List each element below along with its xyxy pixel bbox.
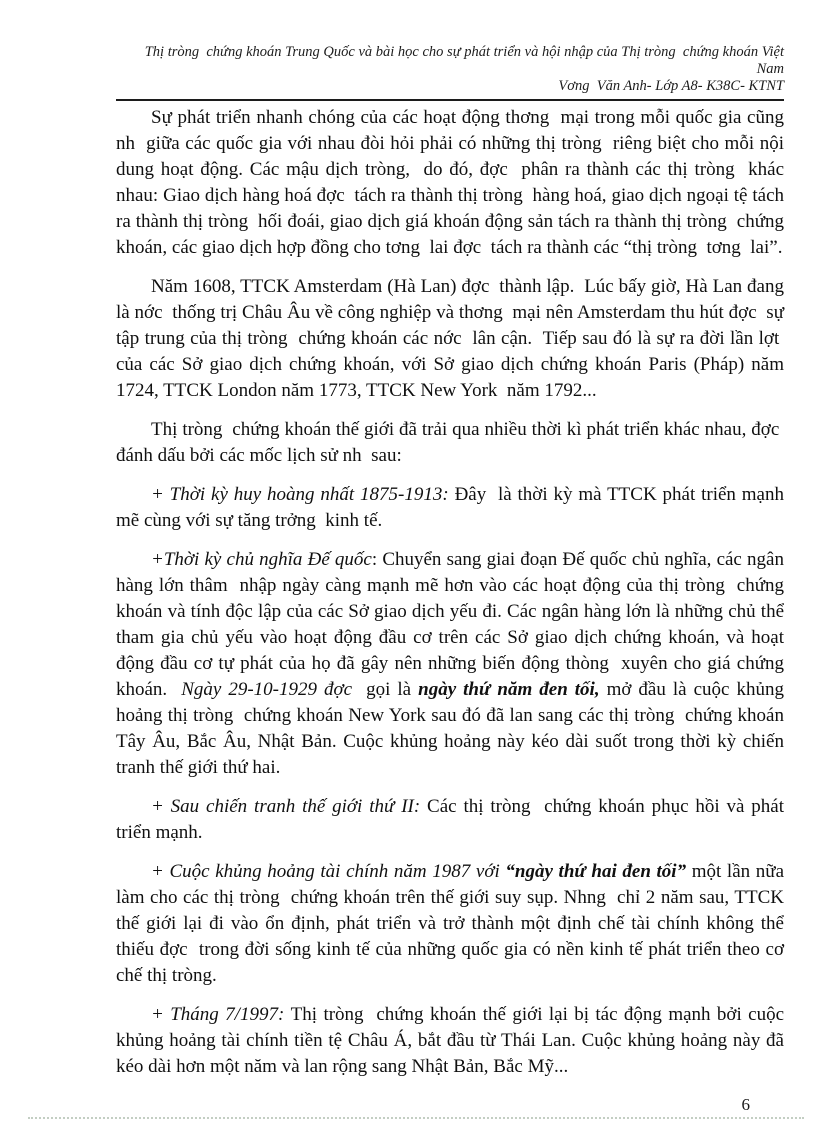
text-run: Các thị tròng chứng khoán phục hồi và phát triển mạnh. xyxy=(116,796,784,843)
paragraph xyxy=(116,547,784,781)
text-run: : Chuyển sang giai đoạn Đế quốc chủ nghĩa, các ngân hàng lớn thâm nhập ngày càng mạnh mẽ hơn vào các hoạt động của thị tròng chứng khoán và tính độc lập của các Sở giao dịch yếu đi. Các ngân hàng lớn là những chủ thể tham gia chủ yếu vào hoạt động đầu cơ trên các Sở giao dịch chứng khoán, và hoạt động đầu cơ tự phát của họ đã gây nên những biến động thòng xuyên cho giá chứng khoán. xyxy=(116,549,784,700)
paragraph xyxy=(116,794,784,846)
text-run: Ngày 29-10-1929 đợc xyxy=(181,679,367,700)
text-run: Thị tròng chứng khoán thế giới lại bị tác động mạnh bởi cuộc khủng hoảng tài chính tiền tệ Châu Á, bắt đầu từ Thái Lan. Cuộc khủng hoảng này đã kéo dài hơn một năm và lan rộng sang Nhật Bản, Bắc Mỹ... xyxy=(116,1004,785,1077)
text-run: gọi là xyxy=(366,679,419,700)
text-run: + Thời kỳ huy hoàng nhất 1875-1913: xyxy=(151,484,455,505)
text-run: + Tháng 7/1997: xyxy=(151,1004,291,1025)
paragraph xyxy=(116,274,784,404)
text-run: Năm 1608, TTCK Amsterdam (Hà Lan) đợc thành lập. Lúc bấy giờ, Hà Lan đang là nớc thống trị Châu Âu về công nghiệp và thơng mại nên Amsterdam thu hút đợc sự tập trung của thị tròng chứng khoán các nớc lân cận. Tiếp sau đó là sự ra đời lần lợt của các Sở giao dịch chứng khoán, với Sở giao dịch chứng khoán Paris (Pháp) năm 1724, TTCK London năm 1773, TTCK New York năm 1792... xyxy=(116,276,784,401)
text-run: + Cuộc khủng hoảng tài chính năm 1987 với xyxy=(151,861,506,882)
page-number: 6 xyxy=(741,1095,750,1114)
paragraph xyxy=(116,482,784,534)
page-bottom-divider xyxy=(28,1117,804,1119)
text-run: Sự phát triển nhanh chóng của các hoạt động thơng mại trong mỗi quốc gia cũng nh giữa các quốc gia với nhau đòi hỏi phải có những thị tròng riêng biệt cho mỗi nội dung hoạt động. Các mậu dịch tròng, do đó, đợc phân ra thành các thị tròng khác nhau: Giao dịch hàng hoá đợc tách ra thành thị tròng hàng hoá, giao dịch ngoại tệ tách ra thành thị tròng hối đoái, giao dịch giá khoán động sản tách ra thành thị tròng chứng khoán, các giao dịch hợp đồng cho tơng lai đợc tách ra thành các “thị tròng tơng lai”. xyxy=(116,107,784,258)
page-header xyxy=(116,44,784,101)
header-author-line: Vơng Văn Anh- Lớp A8- K38C- KTNT xyxy=(558,78,784,94)
paragraph xyxy=(116,1002,784,1080)
text-run: ngày thứ năm đen tối, xyxy=(418,679,600,700)
document-body xyxy=(116,105,784,1080)
paragraph xyxy=(116,417,784,469)
header-title-line: Thị tròng chứng khoán Trung Quốc và bài học cho sự phát triển và hội nhập của Thị tròng chứng khoán Việt Nam xyxy=(144,44,784,77)
text-run: Đây là thời kỳ mà TTCK phát triển mạnh mẽ cùng với sự tăng trởng kinh tế. xyxy=(116,484,784,531)
text-run: mở đầu là cuộc khủng hoảng thị tròng chứng khoán New York sau đó đã lan sang các thị tròng chứng khoán Tây Âu, Bắc Âu, Nhật Bản. Cuộc khủng hoảng này kéo dài suốt trong thời kỳ chiến tranh thế giới thứ hai. xyxy=(116,679,784,778)
text-run: Thị tròng chứng khoán thế giới đã trải qua nhiều thời kì phát triển khác nhau, đợc đánh dấu bởi các mốc lịch sử nh sau: xyxy=(116,419,784,466)
text-run: + Sau chiến tranh thế giới thứ II: xyxy=(151,796,428,817)
text-run: một lần nữa làm cho các thị tròng chứng khoán trên thế giới suy sụp. Nhng chỉ 2 năm sau, TTCK thế giới lại đi vào ổn định, phát triển và trở thành một định chế tài chính không thể thiếu đợc trong đời sống kinh tế của những quốc gia có nền kinh tế phát triển theo cơ chế thị tròng. xyxy=(116,861,784,986)
text-run: +Thời kỳ chủ nghĩa Đế quốc xyxy=(151,549,372,570)
text-run: “ngày thứ hai đen tối” xyxy=(505,861,687,882)
paragraph xyxy=(116,105,784,261)
paragraph xyxy=(116,859,784,989)
